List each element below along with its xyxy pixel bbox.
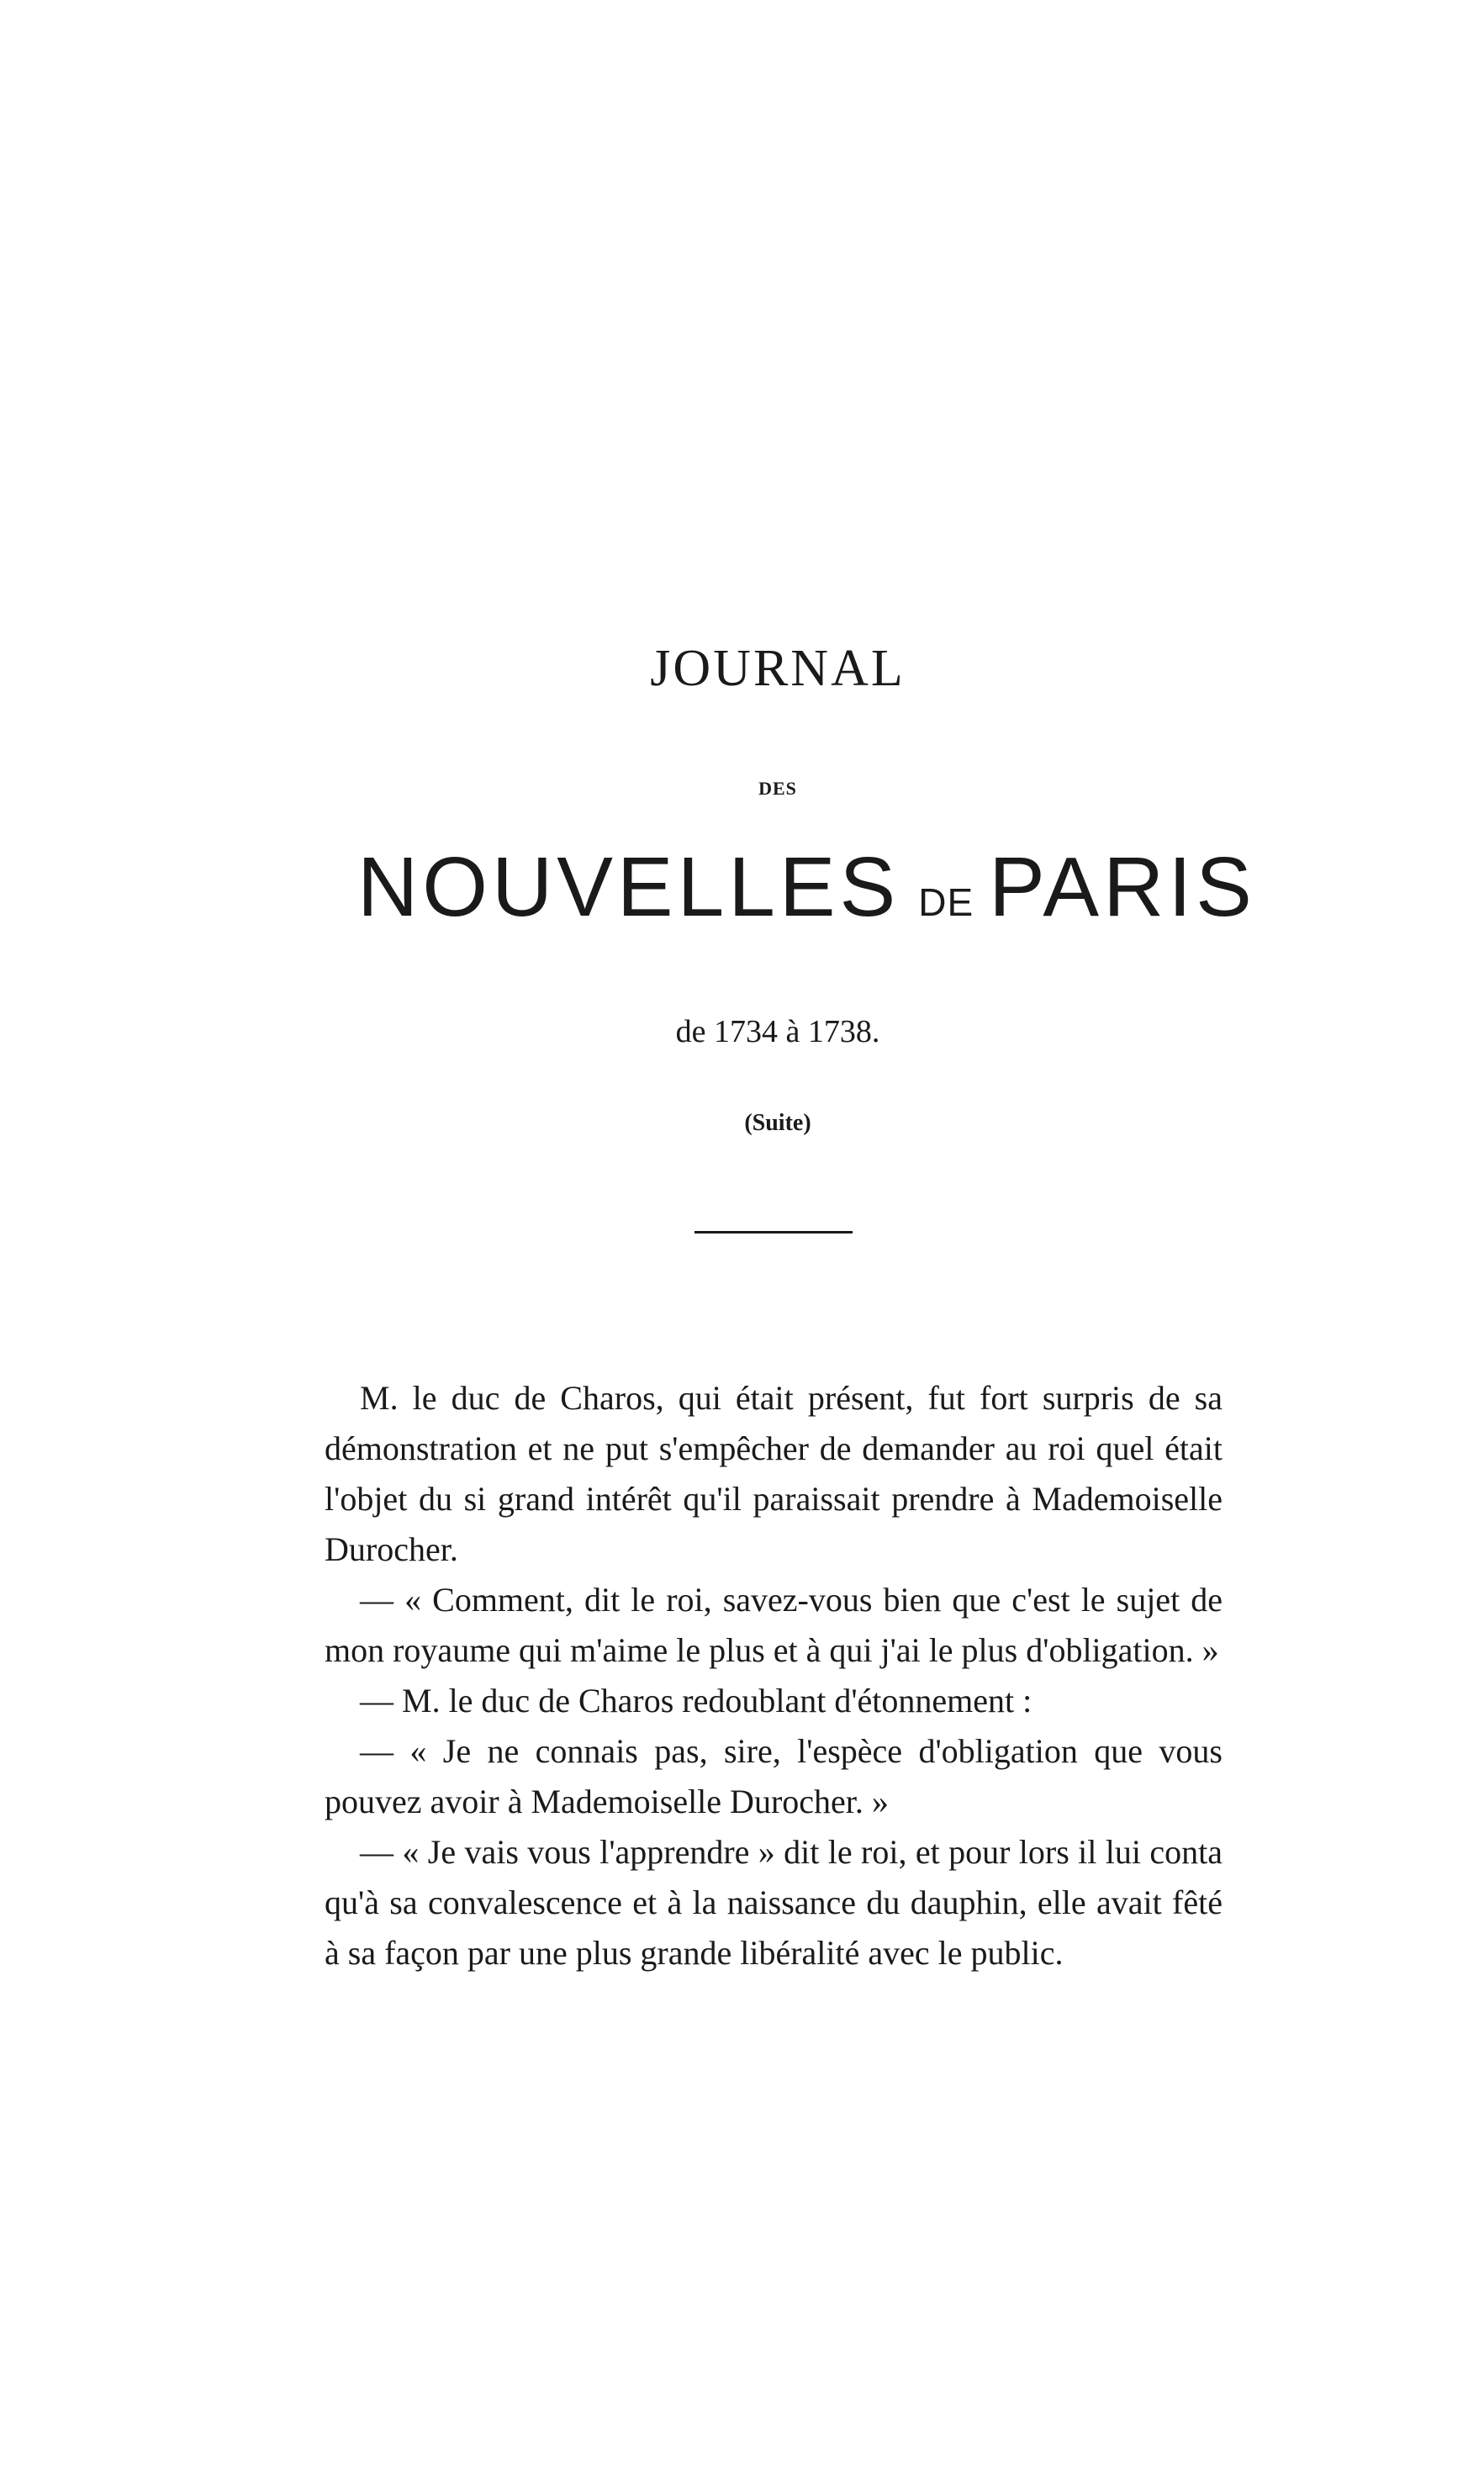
title-de: DE [918,880,974,924]
paragraph: — « Comment, dit le roi, savez-vous bien que c'est le sujet de mon royaume qui m'aime le plus et à qui j'ai le plus d'obligation. » [325,1581,1223,1669]
title-paris: PARIS [989,840,1256,934]
title-des: DES [758,778,797,799]
paragraph: — « Je ne connais pas, sire, l'espèce d'obligation que vous pouvez avoir à Mademoiselle Durocher. » [325,1732,1223,1820]
date-range: de 1734 à 1738. [675,1014,880,1049]
paragraph: M. le duc de Charos, qui était présent, fut fort surpris de sa démonstration et ne put s'empêcher de demander au roi quel était l'objet du si grand intérêt qu'il paraissait prendre à Mademoiselle Durocher. [325,1379,1223,1568]
title-nouvelles: NOUVELLES [357,840,900,934]
body-text [325,1373,1223,1978]
paragraph: — M. le duc de Charos redoublant d'étonnement : [360,1682,1032,1720]
paragraph: — « Je vais vous l'apprendre » dit le roi, et pour lors il lui conta qu'à sa convalescence et à la naissance du dauphin, elle avait fêté à sa façon par une plus grande libéralité avec le public. [325,1833,1223,1972]
section-divider [694,1231,853,1234]
title-journal: JOURNAL [650,640,906,697]
suite-label: (Suite) [744,1110,811,1136]
title-main [357,840,1256,934]
